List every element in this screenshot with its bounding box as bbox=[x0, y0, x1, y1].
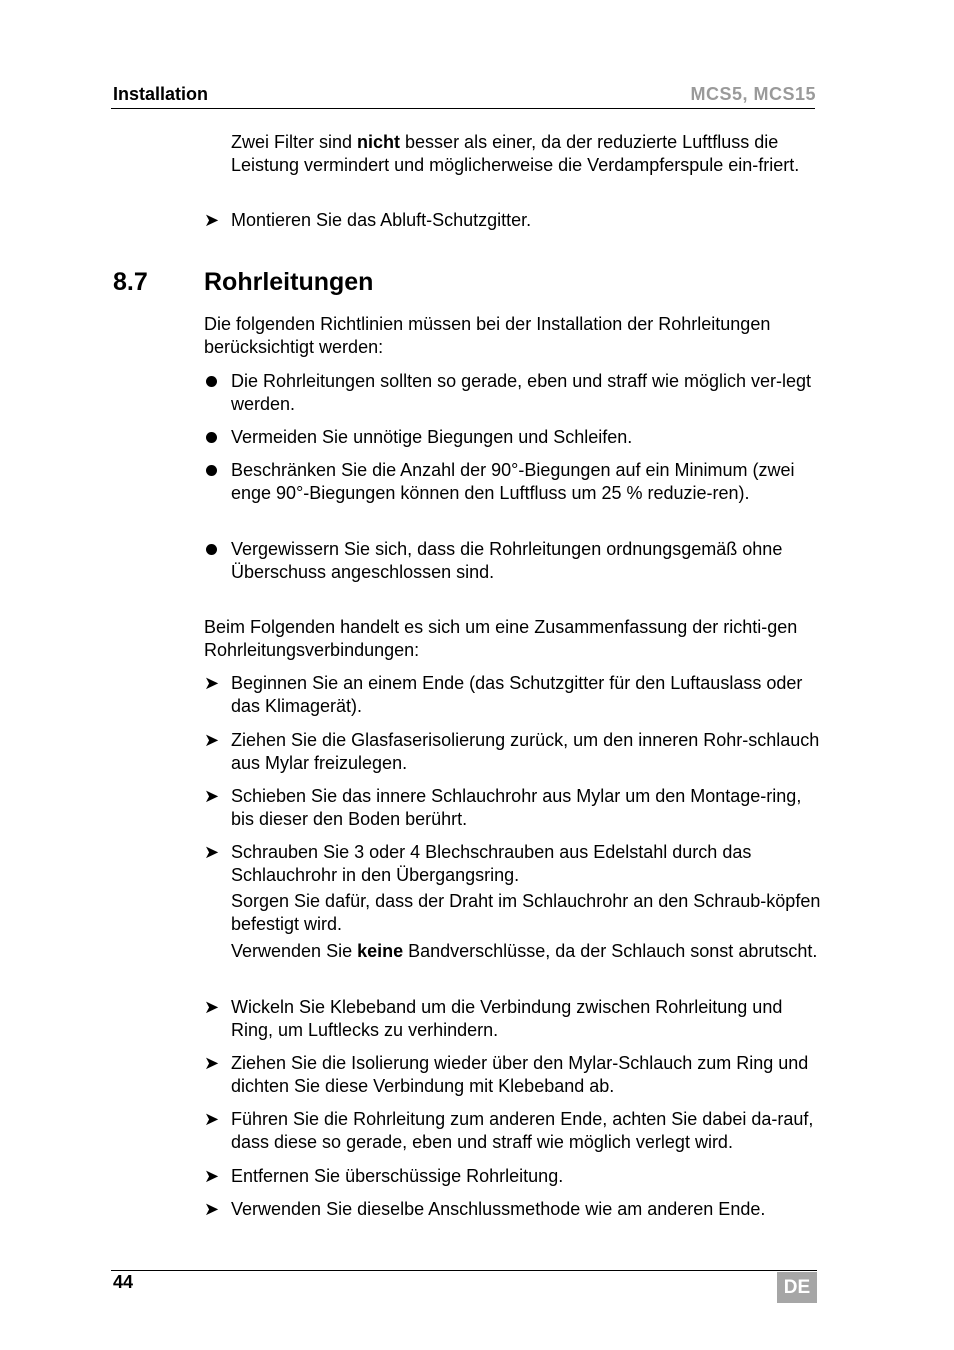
arrow-step-icon: ➤ bbox=[204, 842, 220, 862]
arrow-step-icon: ➤ bbox=[204, 1053, 220, 1073]
arrow-step-icon: ➤ bbox=[204, 1166, 220, 1186]
step-note: Sorgen Sie dafür, dass der Draht im Schlauchrohr an den Schraub-köpfen befestigt wird. bbox=[231, 891, 821, 934]
step-note-warning: Verwenden Sie keine Bandverschlüsse, da der Schlauch sonst abrutscht. bbox=[231, 941, 818, 961]
bullet-icon bbox=[206, 465, 217, 476]
arrow-step-icon: ➤ bbox=[204, 997, 220, 1017]
section-title: Rohrleitungen bbox=[204, 268, 374, 296]
section-number: 8.7 bbox=[113, 268, 148, 296]
step-item: Schrauben Sie 3 oder 4 Blechschrauben aus Edelstahl durch das Schlauchrohr in den Übergangsring. bbox=[231, 842, 752, 885]
section-lead: Die folgenden Richtlinien müssen bei der Installation der Rohrleitungen berücksichtigt werden: bbox=[204, 314, 771, 357]
page-number: 44 bbox=[113, 1272, 134, 1292]
arrow-step-icon: ➤ bbox=[204, 210, 220, 230]
bullet-item: Vergewissern Sie sich, dass die Rohrleitungen ordnungsgemäß ohne Überschuss angeschlossen sind. bbox=[231, 539, 783, 582]
arrow-step-icon: ➤ bbox=[204, 673, 220, 693]
step-item: Führen Sie die Rohrleitung zum anderen Ende, achten Sie dabei da-rauf, dass diese so gerade, eben und straff wie möglich verlegt wird. bbox=[231, 1109, 814, 1152]
bullet-item: Beschränken Sie die Anzahl der 90°-Biegungen auf ein Minimum (zwei enge 90°-Biegungen können den Luftfluss um 25 % reduzie-ren). bbox=[231, 460, 795, 503]
step-item: Montieren Sie das Abluft-Schutzgitter. bbox=[231, 210, 532, 230]
step-item: Beginnen Sie an einem Ende (das Schutzgitter für den Luftauslass oder das Klimagerät). bbox=[231, 673, 803, 716]
arrow-step-icon: ➤ bbox=[204, 786, 220, 806]
bullet-icon bbox=[206, 376, 217, 387]
header-divider bbox=[111, 108, 815, 109]
step-item: Verwenden Sie dieselbe Anschlussmethode wie am anderen Ende. bbox=[231, 1199, 766, 1219]
bullet-item: Vermeiden Sie unnötige Biegungen und Schleifen. bbox=[231, 427, 633, 447]
bullet-item: Die Rohrleitungen sollten so gerade, eben und straff wie möglich ver-legt werden. bbox=[231, 371, 811, 414]
arrow-step-icon: ➤ bbox=[204, 730, 220, 750]
emphasis-nicht: nicht bbox=[357, 132, 401, 152]
running-header-product: MCS5, MCS15 bbox=[690, 84, 816, 104]
step-item: Ziehen Sie die Isolierung wieder über den Mylar-Schlauch zum Ring und dichten Sie diese Verbindung mit Klebeband ab. bbox=[231, 1053, 809, 1096]
filter-note: Zwei Filter sind nicht besser als einer, da der reduzierte Luftfluss die Leistung vermindert und möglicherweise die Verdampferspule ein-friert. bbox=[231, 132, 800, 175]
emphasis-keine: keine bbox=[357, 941, 404, 961]
running-header-section: Installation bbox=[113, 84, 209, 104]
step-item: Entfernen Sie überschüssige Rohrleitung. bbox=[231, 1166, 564, 1186]
arrow-step-icon: ➤ bbox=[204, 1109, 220, 1129]
summary-lead: Beim Folgenden handelt es sich um eine Zusammenfassung der richti-gen Rohrleitungsverbindungen: bbox=[204, 617, 798, 660]
language-badge: DE bbox=[777, 1272, 817, 1303]
step-item: Schieben Sie das innere Schlauchrohr aus Mylar um den Montage-ring, bis dieser den Boden berührt. bbox=[231, 786, 802, 829]
bullet-icon bbox=[206, 432, 217, 443]
step-item: Ziehen Sie die Glasfaserisolierung zurück, um den inneren Rohr-schlauch aus Mylar freizulegen. bbox=[231, 730, 820, 773]
arrow-step-icon: ➤ bbox=[204, 1199, 220, 1219]
bullet-icon bbox=[206, 544, 217, 555]
step-item: Wickeln Sie Klebeband um die Verbindung zwischen Rohrleitung und Ring, um Luftlecks zu verhindern. bbox=[231, 997, 783, 1040]
footer-divider bbox=[111, 1270, 817, 1271]
